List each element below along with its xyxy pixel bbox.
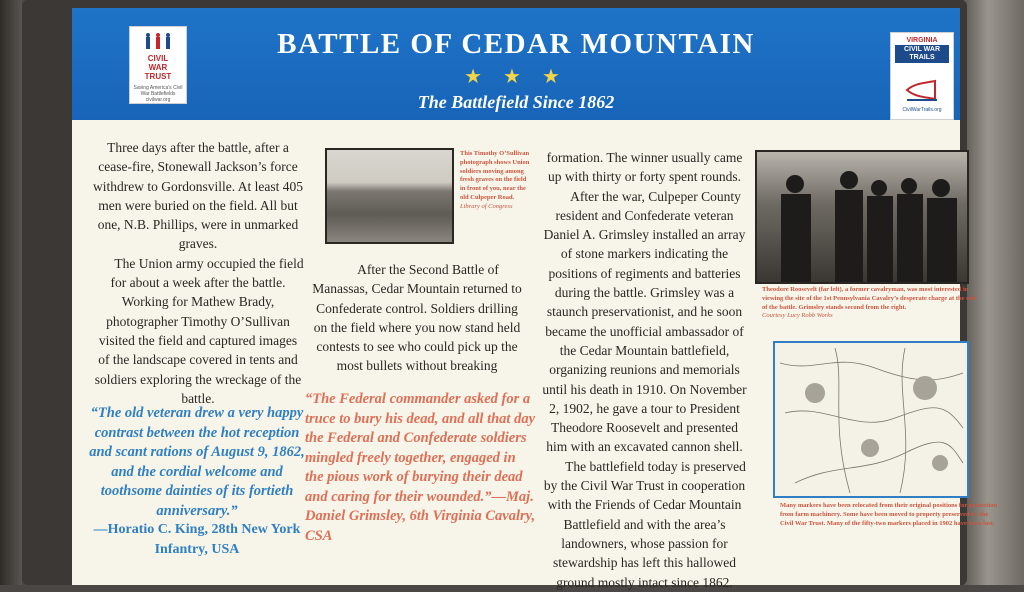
roosevelt-group-photo (755, 150, 969, 284)
map-drawing (775, 343, 967, 496)
caption-text: This Timothy O’Sullivan photograph shows Union soldiers moving among fresh graves on the field in front of you, near the old Culpeper Road. (460, 150, 530, 201)
veteran-quote: “The old veteran drew a very happy contrast between the hot reception and scant rations of August 9, 1862, and the cordial welcome and toothsome dainties of its fortieth anniversary.” (89, 405, 305, 519)
caption-text: Theodore Roosevelt (far left), a former cavalryman, was most interested in viewing the site of the 1st Pennsylvania Cavalry’s desperate charge at the end of the battle. Grimsley stands second from the right. (762, 286, 977, 311)
logo-tagline: Saving America's Civil War Battlefields civilwar.org (133, 85, 183, 103)
civil-war-trails-logo (890, 32, 954, 120)
photo-credit: Library of Congress (460, 202, 513, 210)
logo-word-trust: TRUST (144, 72, 172, 81)
column-3-text (542, 148, 747, 592)
soldiers-icon (140, 31, 176, 51)
veteran-quote-attribution: —Horatio C. King, 28th New York Infantry, USA (93, 522, 301, 557)
battlefield-map (773, 341, 969, 498)
title-banner (72, 8, 960, 120)
historical-marker-panel (72, 8, 998, 590)
col2-paragraph-1: After the Second Battle of Manassas, Cedar Mountain returned to Confederate control. Soldiers drilling on the field where you now stand held contests to see who could pick up the most bullets without breaking (312, 262, 522, 374)
page-title: BATTLE OF CEDAR MOUNTAIN (277, 28, 755, 60)
col1-paragraph-1: Three days after the battle, after a cease-fire, Stonewall Jackson’s force withdrew to Gordonsville. At least 405 men were buried on the field. All but one, N.B. Phillips, were in unmarked graves. (93, 140, 303, 252)
bugle-icon (905, 79, 939, 101)
osullivan-photo-caption (460, 150, 530, 212)
logo-word-civil: CIVIL (147, 54, 169, 63)
column-2-text (309, 260, 525, 376)
col3-paragraph-2: After the war, Culpeper County resident and Confederate veteran Daniel A. Grimsley installed an array of stone markers indicating the positions of regiments and batteries during the battle. Grimsley was a staunch preservationist, and he soon became the unofficial ambassador of the Cedar Mountain battlefield, organizing reunions and memorials until his death in 1910. On November 2, 1902, he gave a tour to President Theodore Roosevelt and presented him with an excavated cannon shell. (542, 188, 747, 455)
col3-paragraph-3: The battlefield today is preserved by the Civil War Trust in cooperation with the Friends of Cedar Mountain Battlefield and with the area’s landowners, whose passion for stewardship has left this hallowed ground mostly intact since 1862. (543, 458, 746, 590)
trails-state: VIRGINIA (906, 37, 938, 44)
column-1-text (92, 138, 304, 408)
wooden-post-left (0, 0, 22, 585)
logo-word-war: WAR (148, 63, 168, 72)
col1-paragraph-2: The Union army occupied the field for about a week after the battle. Working for Mathew Brady, photographer Timothy O’Sullivan visited the field and captured images of the landscape covered in tents and soldiers exploring the wreckage of the battle. (94, 255, 304, 406)
map-caption: Many markers have been relocated from their original positions for protection from farm machinery. Some have been moved to property preserved by the Civil War Trust. Many of the fifty-two markers placed in 1902 have been lost. (780, 502, 998, 527)
col3-paragraph-1: formation. The winner usually came up with thirty or forty spent rounds. (546, 150, 743, 185)
osullivan-photo (325, 148, 454, 244)
photo-credit: Courtesy Lucy Robb Works (762, 312, 833, 320)
grimsley-quote-text: “The Federal commander asked for a truce to bury his dead, and all that day the Federal and Confederate soldiers mingled freely together, engaged in the pious work of burying their dead and caring for their wounded.” (305, 391, 536, 505)
star-icons: ★ ★ ★ (464, 66, 568, 88)
sign-frame (22, 0, 998, 590)
group-figures (757, 152, 967, 282)
roosevelt-photo-caption (762, 286, 977, 321)
grimsley-quote-attribution: —Maj. Daniel Grimsley, 6th Virginia Cavalry, CSA (305, 488, 536, 544)
trails-name: CIVIL WAR TRAILS (895, 45, 949, 63)
trails-url: CivilWarTrails.org (902, 107, 942, 113)
grimsley-quote (305, 390, 537, 546)
page-subtitle: The Battlefield Since 1862 (417, 92, 615, 112)
